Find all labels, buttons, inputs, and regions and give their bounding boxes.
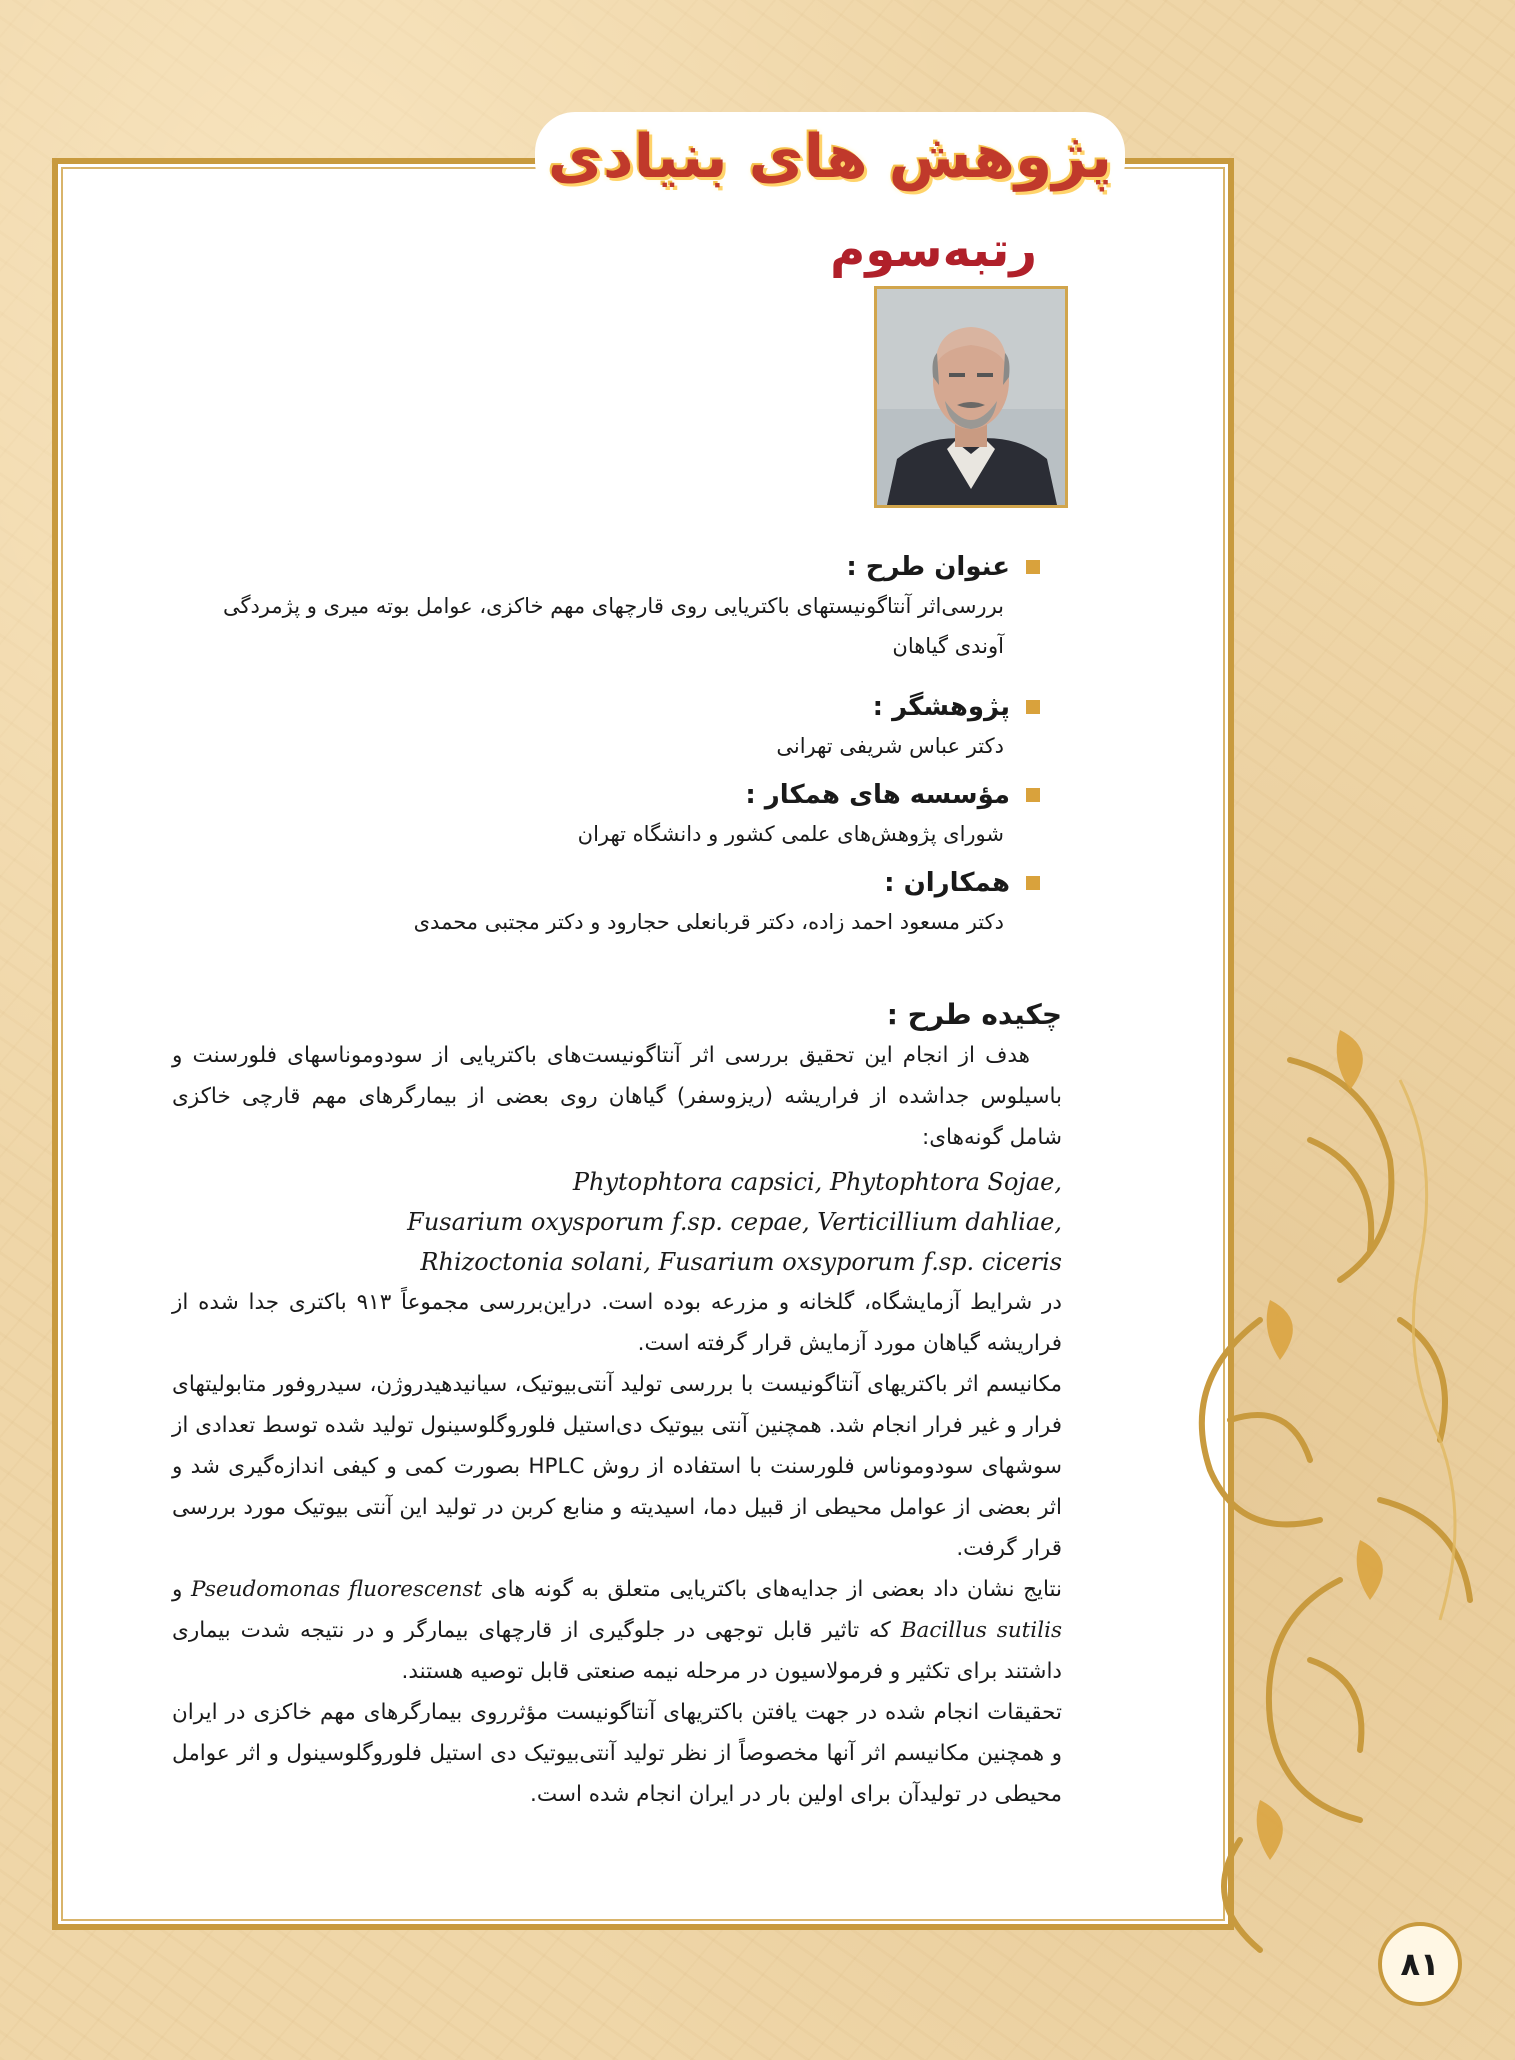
page-title-banner — [535, 112, 1125, 202]
abstract-paragraph-4 — [172, 1569, 1062, 1692]
species-line: Phytophtora capsici, Phytophtora Sojae, — [572, 1168, 1062, 1196]
institutions-section — [180, 780, 1040, 854]
institutions-text: شورای پژوهش‌های علمی کشور و دانشگاه تهران — [577, 822, 1004, 846]
abstract-paragraph-2: در شرایط آزمایشگاه، گلخانه و مزرعه بوده است. دراین‌بررسی مجموعاً ۹۱۳ باکتری جدا شده از فراریشه گیاهان مورد آزمایش قرار گرفته است. — [172, 1290, 1062, 1356]
project-title-text — [180, 586, 1004, 666]
project-title-line: آوندی گیاهان — [892, 634, 1004, 658]
researcher-photo — [874, 286, 1068, 508]
project-title-heading: عنوان طرح : — [846, 552, 1010, 582]
square-bullet-icon — [1026, 788, 1040, 802]
abstract-paragraph-5: تحقیقات انجام شده در جهت یافتن باکتریهای آنتاگونیست مؤثرروی بیمارگرهای مهم خاکزی در ایران و همچنین مکانیسم اثر آنها مخصوصاً از نظر تولید آنتی‌بیوتیک دی استیل فلوروگلوسینول و اثر عوامل محیطی در تولیدآن برای اولین بار در ایران انجام شده است. — [172, 1700, 1062, 1807]
results-text-c: که تاثیر قابل توجهی در جلوگیری از قارچهای بیمارگر و در نتیجه شدت بیماری داشتند برای تکثیر و فرمولاسیون در مرحله نیمه صنعتی قابل توصیه هستند. — [172, 1618, 1062, 1684]
section-heading — [180, 780, 1040, 810]
results-text-a: نتایج نشان داد بعضی از جدایه‌های باکتریایی متعلق به گونه های — [490, 1577, 1062, 1602]
species-line: Rhizoctonia solani, Fusarium oxsyporum f.sp. ciceris — [420, 1248, 1062, 1276]
rank-heading: رتبه‌سوم — [830, 222, 1037, 278]
square-bullet-icon — [1026, 700, 1040, 714]
abstract-heading: چکیده طرح : — [886, 998, 1062, 1031]
square-bullet-icon — [1026, 560, 1040, 574]
results-text-and: و — [172, 1577, 183, 1602]
section-heading — [180, 692, 1040, 722]
abstract-paragraph-1: هدف از انجام این تحقیق بررسی اثر آنتاگونیست‌های باکتریایی از سودوموناسهای فلورسنت و باسیلوس جداشده از فراریشه (ریزوسفر) گیاهان روی بعضی از بیمارگرهای مهم قارچی خاکزی شامل گونه‌های: — [172, 1043, 1062, 1150]
section-heading — [180, 552, 1040, 582]
species-name-bacillus: Bacillus sutilis — [900, 1618, 1062, 1643]
gold-floral-ornament-icon — [1140, 1020, 1510, 2020]
page-number-badge: ۸۱ — [1378, 1922, 1462, 2006]
abstract-section — [172, 998, 1062, 1815]
collaborators-section — [180, 868, 1040, 942]
researcher-section — [180, 692, 1040, 766]
portrait-image — [877, 289, 1065, 505]
collaborators-heading: همکاران : — [884, 868, 1010, 898]
abstract-paragraph-3: مکانیسم اثر باکتریهای آنتاگونیست با بررسی تولید آنتی‌بیوتیک، سیانیدهیدروژن، سیدروفور متابولیتهای فرار و غیر فرار انجام شد. همچنین آنتی بیوتیک دی‌استیل فلوروگلوسینول تولید شده توسط تعدادی از سوشهای سودوموناس فلورسنت با استفاده از روش HPLC بصورت کمی و کیفی اندازه‌گیری شد و اثر بعضی از عوامل محیطی از قبیل دما، اسیدیته و منابع کربن در تولید این آنتی بیوتیک مورد بررسی قرار گرفت. — [172, 1372, 1062, 1561]
collaborators-text: دکتر مسعود احمد زاده، دکتر قربانعلی حجارود و دکتر مجتبی محمدی — [413, 910, 1004, 934]
species-list — [172, 1162, 1062, 1282]
institutions-heading: مؤسسه های همکار : — [745, 780, 1010, 810]
project-title-section — [180, 552, 1040, 666]
researcher-heading: پژوهشگر : — [872, 692, 1010, 722]
section-heading — [180, 868, 1040, 898]
researcher-name: دکتر عباس شریفی تهرانی — [776, 734, 1004, 758]
project-title-line: بررسی‌اثر آنتاگونیستهای باکتریایی روی قارچهای مهم خاکزی، عوامل بوته میری و پژمردگی — [222, 594, 1004, 618]
species-line: Fusarium oxysporum f.sp. cepae, Verticillium dahliae, — [407, 1208, 1062, 1236]
species-name-pseudomonas: Pseudomonas fluorescenst — [190, 1577, 483, 1602]
square-bullet-icon — [1026, 876, 1040, 890]
page-title: پژوهش های بنیادی — [547, 122, 1113, 192]
